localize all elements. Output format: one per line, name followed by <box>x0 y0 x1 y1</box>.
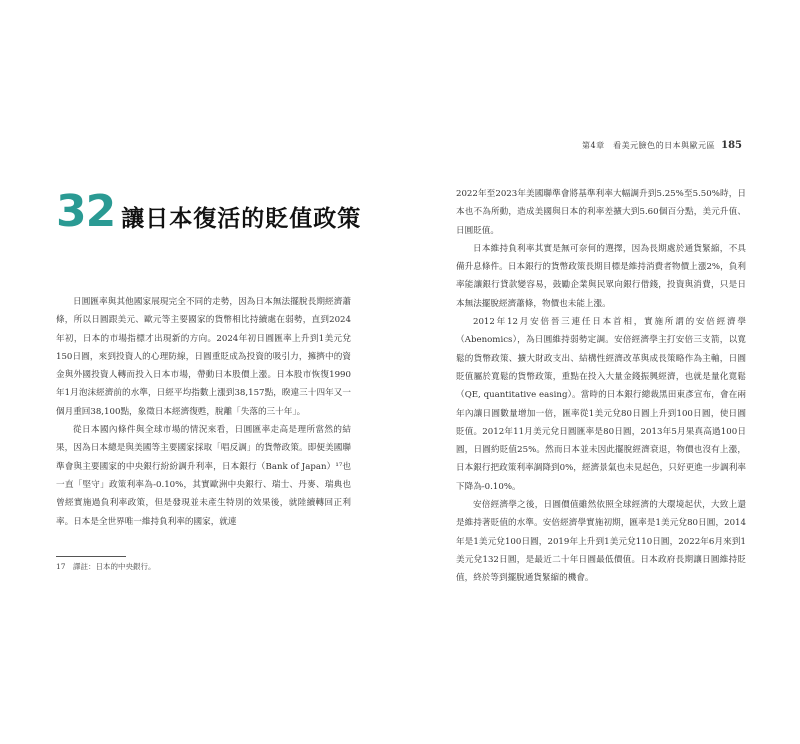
page-number: 185 <box>721 140 742 151</box>
footnote-divider <box>56 556 126 557</box>
running-header-chapter: 第4章 看美元臉色的日本與歐元區 <box>582 141 716 150</box>
paragraph: 從日本國內條件與全球市場的情況來看，日圓匯率走高是理所當然的結果，因為日本總是與美國等主要國家採取「唱反調」的貨幣政策。即便美國聯準會與主要國家的中央銀行紛紛調升利率，日本銀行（Bank of Japan）¹⁷也一直「堅守」政策利率為-0.10%，其實歐洲中央銀行、瑞士、丹麥、瑞典也曾經實施過負利率政策，但是發現並未產生特別的效果後，就陸續轉回正利率。日本是全世界唯一維持負利率的國家，就連 <box>56 425 351 527</box>
paragraph: 日本維持負利率其實是無可奈何的選擇，因為長期處於通貨緊縮，不具備升息條件。日本銀行的貨幣政策長期目標是維持消費者物價上漲2%，負利率能讓銀行貸款變容易，鼓勵企業與民眾向銀行借錢，投資與消費，只是日本無法擺脫經濟蕭條，物價也未能上漲。 <box>456 243 746 309</box>
left-body-text <box>56 293 351 531</box>
paragraph: 安倍經濟學之後，日圓價值雖然依照全球經濟的大環境起伏，大致上還是維持著貶值的水準。安倍經濟學實施初期，匯率是1美元兌80日圓，2014年是1美元兌100日圓，2019年上升到1美元兌110日圓，2022年6月來到1美元兌132日圓，是最近二十年日圓最低價值。日本政府長期讓日圓維持貶值，終於等到擺脫通貨緊縮的機會。 <box>456 500 746 584</box>
footnote: 17 譯註：日本的中央銀行。 <box>56 562 156 571</box>
running-header <box>582 140 742 151</box>
paragraph: 2012年12月安倍晉三連任日本首相，實施所謂的安倍經濟學（Abenomics），為日圓維持弱勢定調。安倍經濟學主打安倍三支箭，以寬鬆的貨幣政策、擴大財政支出、結構性經濟改革與成長策略作為主軸，日圓貶值屬於寬鬆的貨幣政策，重點在投入大量金錢振興經濟，也就是量化寬鬆（QE, quantitative easing）。當時的日本銀行總裁黑田東彥宣布，會在兩年內讓日圓數量增加一倍，匯率從1美元兌80日圓上升到100日圓，使日圓貶值。2012年11月美元兌日圓匯率是80日圓，2013年5月果真高過100日圓，日圓約貶值25%。然而日本並未因此擺脫經濟衰退，物價也沒有上漲，日本銀行把政策利率調降到0%，經濟景氣也未見起色，只好更進一步調利率下降為-0.10%。 <box>456 317 746 492</box>
paragraph: 日圓匯率與其他國家展現完全不同的走勢，因為日本無法擺脫長期經濟蕭條，所以日圓跟美元、歐元等主要國家的貨幣相比持續處在弱勢，直到2024年初，日本的市場指標才出現新的方向。2024年初日圓匯率上升到1美元兌150日圓，來到投資人的心理防線，日圓重貶成為投資的吸引力，擁擠中的資金與外國投資人轉而投入日本市場，帶動日本股價上漲。日本股市恢復1990年1月泡沫經濟前的水準，日經平均指數上漲到38,157點，睽違三十四年又一個月重回38,100點，象徵日本經濟復甦，脫離「失落的三十年」。 <box>56 297 351 417</box>
chapter-number: 32 <box>56 186 116 237</box>
chapter-title: 讓日本復活的貶值政策 <box>121 206 362 232</box>
right-body-text <box>456 185 746 588</box>
paragraph: 2022年至2023年美國聯準會將基準利率大幅調升到5.25%至5.50%時，日本也不為所動，造成美國與日本的利率差擴大到5.60個百分點，美元升值、日圓貶值。 <box>456 189 746 236</box>
chapter-heading <box>56 186 362 237</box>
